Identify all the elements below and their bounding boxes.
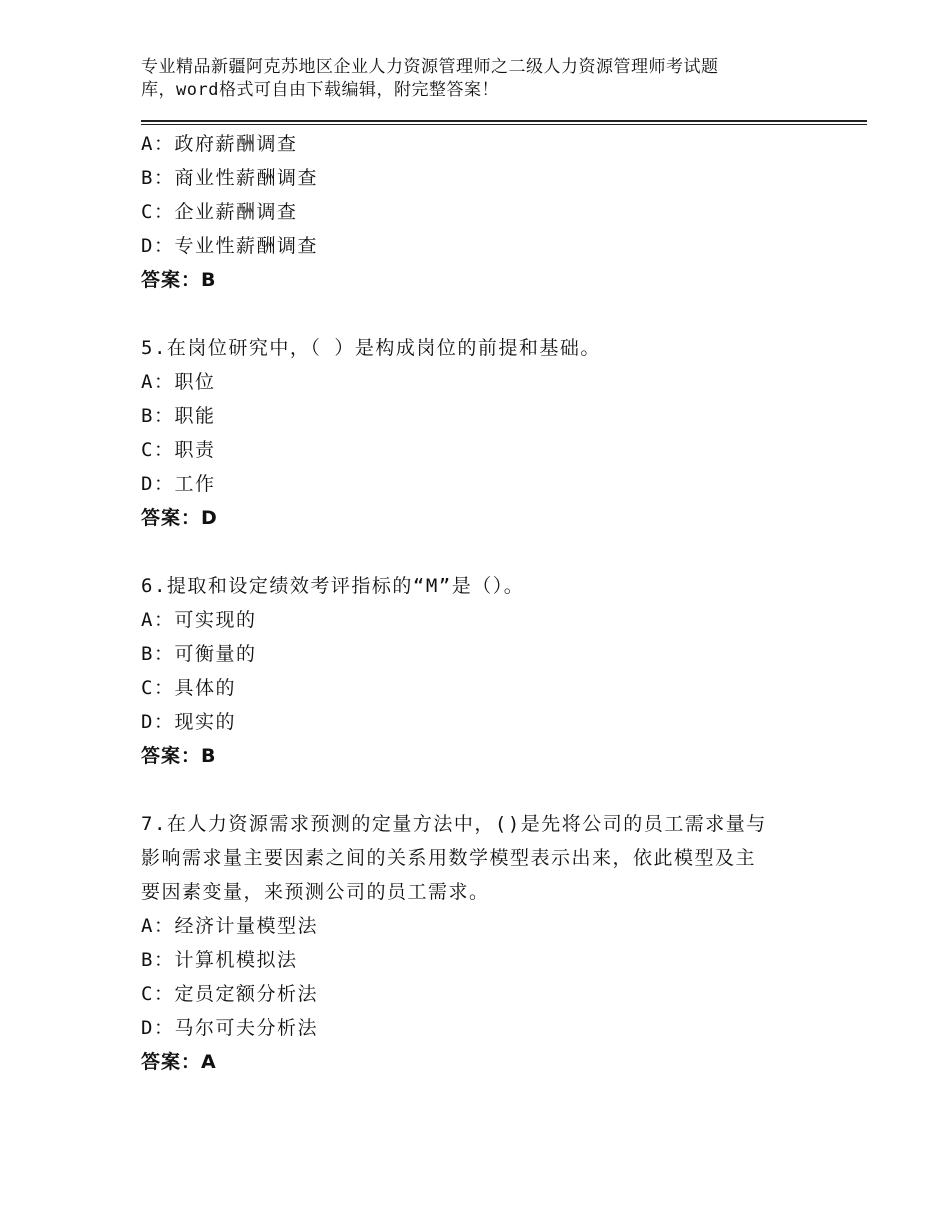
option-c: C：职责 bbox=[141, 439, 216, 461]
option-d: D：马尔可夫分析法 bbox=[141, 1017, 318, 1039]
header-title-line-2: 库，word格式可自由下载编辑，附完整答案！ bbox=[141, 80, 499, 100]
answer-label: 答案：B bbox=[141, 745, 217, 767]
header-divider bbox=[141, 120, 867, 125]
option-d: D：现实的 bbox=[141, 711, 236, 733]
option-a: A：职位 bbox=[141, 371, 216, 393]
question-text: 5.在岗位研究中，（ ）是构成岗位的前提和基础。 bbox=[141, 337, 601, 359]
option-a: A：政府薪酬调查 bbox=[141, 133, 298, 155]
spacer bbox=[141, 773, 841, 807]
question-block-5 bbox=[141, 331, 841, 535]
question-text: 6.提取和设定绩效考评指标的“M”是（）。 bbox=[141, 575, 525, 597]
question-block-6 bbox=[141, 569, 841, 773]
document-body bbox=[141, 127, 841, 1079]
question-block-4 bbox=[141, 127, 841, 297]
option-a: A：经济计量模型法 bbox=[141, 915, 318, 937]
spacer bbox=[141, 297, 841, 331]
question-text-line-3: 要因素变量，来预测公司的员工需求。 bbox=[141, 881, 490, 903]
option-b: B：商业性薪酬调查 bbox=[141, 167, 318, 189]
spacer bbox=[141, 535, 841, 569]
option-a: A：可实现的 bbox=[141, 609, 257, 631]
answer-label: 答案：D bbox=[141, 507, 218, 529]
option-b: B：计算机模拟法 bbox=[141, 949, 298, 971]
option-d: D：工作 bbox=[141, 473, 216, 495]
question-text-line-2: 影响需求量主要因素之间的关系用数学模型表示出来，依此模型及主 bbox=[141, 847, 757, 869]
answer-label: 答案：A bbox=[141, 1051, 217, 1073]
option-c: C：定员定额分析法 bbox=[141, 983, 318, 1005]
answer-label: 答案：B bbox=[141, 269, 217, 291]
option-c: C：企业薪酬调查 bbox=[141, 201, 298, 223]
question-text-line-1: 7.在人力资源需求预测的定量方法中，()是先将公司的员工需求量与 bbox=[141, 813, 767, 835]
option-b: B：职能 bbox=[141, 405, 216, 427]
header-title-line-1: 专业精品新疆阿克苏地区企业人力资源管理师之二级人力资源管理师考试题 bbox=[141, 57, 719, 77]
option-b: B：可衡量的 bbox=[141, 643, 257, 665]
page-header bbox=[141, 56, 801, 102]
option-d: D：专业性薪酬调查 bbox=[141, 235, 318, 257]
question-block-7 bbox=[141, 807, 841, 1079]
option-c: C：具体的 bbox=[141, 677, 236, 699]
